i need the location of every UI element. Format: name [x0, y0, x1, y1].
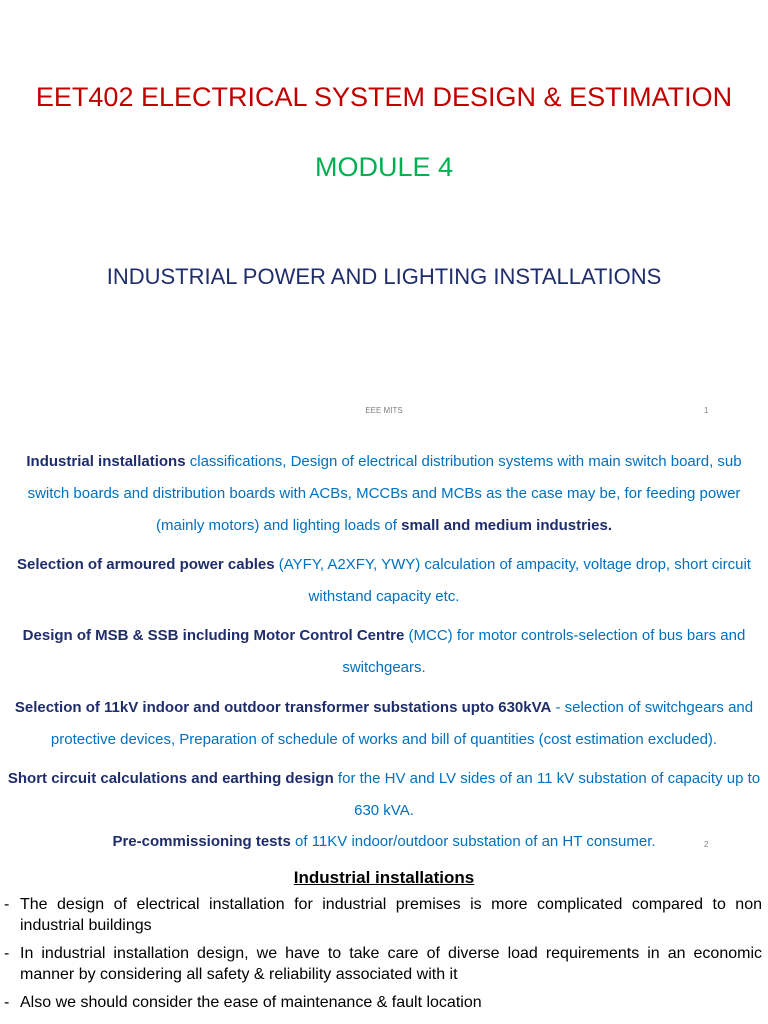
- syllabus-item-5-text: for the HV and LV sides of an 11 kV substation of capacity up to 630 kVA.: [333, 770, 761, 819]
- syllabus-item-5: [4, 763, 764, 827]
- course-title: EET402 ELECTRICAL SYSTEM DESIGN & ESTIMATION: [35, 82, 733, 112]
- syllabus-item-4-text: - selection of switchgears and protective devices, Preparation of schedule of works and bill of quantities (cost estimation excluded).: [50, 699, 754, 748]
- page-number: 1: [704, 406, 709, 415]
- list-item: - Also we should consider the ease of maintenance & fault location: [4, 992, 762, 1013]
- syllabus-item-1-heading: Industrial installations: [26, 453, 186, 470]
- list-item: - The design of electrical installation for industrial premises is more complicated compared to non industrial buildings: [4, 894, 762, 936]
- module-label: MODULE 4: [314, 152, 454, 182]
- bullet-list: [4, 894, 762, 1020]
- syllabus-item-2-text: (AYFY, A2XFY, YWY) calculation of ampacity, voltage drop, short circuit withstand capacity etc.: [274, 556, 751, 605]
- syllabus-item-5-heading: Short circuit calculations and earthing design: [7, 770, 334, 787]
- syllabus-item-1-text: classifications, Design of electrical distribution systems with main switch board, sub switch boards and distribution boards with ACBs, MCCBs and MCBs as the case may be, for feeding power (mainly motors) and lighting loads of: [27, 453, 742, 534]
- syllabus-item-2: [4, 549, 764, 613]
- syllabus-item-3: [4, 620, 764, 684]
- section-heading: Industrial installations: [293, 868, 475, 887]
- syllabus-item-4-heading: Selection of 11kV indoor and outdoor transformer substations upto 630kVA: [14, 699, 552, 716]
- syllabus-item-3-text: (MCC) for motor controls-selection of bus bars and switchgears.: [342, 627, 746, 676]
- footer-text: EEE MITS: [365, 406, 403, 415]
- syllabus-item-3-heading: Design of MSB & SSB including Motor Control Centre: [22, 627, 405, 644]
- syllabus-item-2-heading: Selection of armoured power cables: [17, 556, 275, 573]
- syllabus-item-6-text: of 11KV indoor/outdoor substation of an HT consumer.: [290, 833, 656, 850]
- syllabus-item-6-heading: Pre-commissioning tests: [112, 833, 291, 850]
- syllabus-item-6: [4, 826, 764, 858]
- syllabus-slide: [0, 430, 768, 860]
- topic-title: INDUSTRIAL POWER AND LIGHTING INSTALLATIONS: [106, 264, 662, 289]
- title-slide: [0, 0, 768, 430]
- syllabus-item-4: [4, 692, 764, 756]
- list-item: - In industrial installation design, we have to take care of diverse load requirements in an economic manner by considering all safety & reliability associated with it: [4, 943, 762, 985]
- page-number: 2: [704, 840, 709, 849]
- syllabus-item-1-emphasis: small and medium industries.: [401, 517, 612, 534]
- syllabus-item-1: [4, 446, 764, 542]
- content-slide: [0, 860, 768, 1024]
